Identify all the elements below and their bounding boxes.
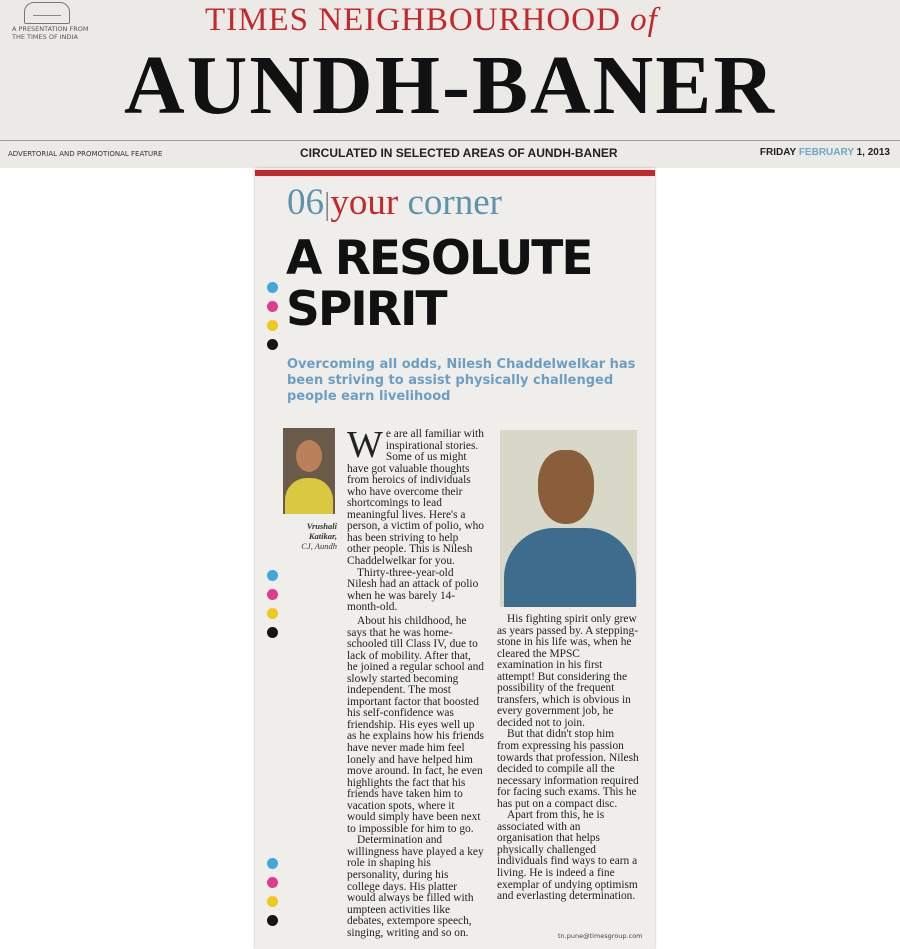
masthead-title: AUNDH-BANER [124, 39, 776, 132]
masthead [0, 0, 900, 168]
date-day: FRIDAY [759, 147, 797, 158]
paragraph: Thirty-three-year-old Nilesh had an attack of polio when he was barely 14-month-old. [347, 566, 479, 614]
times-of-india-presentation: A PRESENTATION FROM THE TIMES OF INDIA [12, 2, 92, 41]
date-rest: 1, 2013 [856, 147, 890, 158]
standfirst: Overcoming all odds, Nilesh Chaddelwelkar has been striving to assist physically challenged people earn livelihood [287, 357, 636, 404]
masthead-brand: TIMES NEIGHBOURHOOD [205, 2, 621, 38]
paragraph: About his childhood, he says that he was home-schooled till Class IV, due to lack of mobility. After that, he joined a regular school and slowly started becoming independent. The most important factor that boosted his self-confidence was friendship. His eyes well up as he explains how his friends have never made him feel lonely and have helped him move around. In fact, he even highlights the fact that his friends have taken him to vacation spots, where it would simply have been next to impossible for him to go. [347, 615, 484, 835]
date-month: FEBRUARY [798, 147, 854, 158]
registration-dots-middle [267, 570, 278, 646]
paragraph: Determination and willingness have played a key role in shaping his personality, during his college days. His platter would always be filled with umpteen activities like debates, extempore speech, singing, writing and so on. [347, 834, 484, 939]
headline: A RESOLUTE SPIRIT [286, 231, 592, 337]
contact-email: tn.pune@timesgroup.com [558, 932, 643, 940]
section-heading [287, 181, 502, 225]
dateline [760, 147, 890, 158]
paragraph: But that didn't stop him from expressing his passion towards that profession. Nilesh decided to compile all the necessary information required for facing such exams. This he has put on a compact disc. [497, 728, 639, 810]
section-top-bar [255, 170, 655, 176]
section-name-corner: corner [407, 182, 502, 223]
times-emblem-icon [24, 2, 70, 24]
circulation-note: CIRCULATED IN SELECTED AREAS OF AUNDH-BANER [300, 146, 618, 160]
byline-name: Vrushali Katikar, [306, 521, 337, 541]
advertorial-label: ADVERTORIAL AND PROMOTIONAL FEATURE [8, 150, 163, 158]
registration-dots-top [267, 282, 278, 358]
byline [277, 521, 337, 551]
author-photo [283, 428, 335, 514]
paragraph: His fighting spirit only grew as years passed by. A stepping-stone in his life was, when he cleared the MPSC examination in his first attempt! But considering the possibility of the frequent transfers, which is obvious in every government job, he decided not to join. [497, 613, 638, 729]
section-name-your: your [330, 182, 399, 223]
byline-location: CJ, Aundh [301, 541, 337, 551]
subject-photo [500, 430, 637, 607]
article-text-lower [347, 616, 484, 939]
masthead-title-line [205, 2, 658, 38]
article-clipping [255, 168, 655, 949]
drop-cap: W [347, 424, 383, 466]
paragraph: We are all familiar with inspirational stories. Some of us might have got valuable thoughts from heroics of individuals who have overcome their shortcomings to lead meaningful lives. Here's a person, a victim of polio, who has been striving to help other people. This is Nilesh Chaddelwelkar for you. [347, 424, 484, 568]
masthead-of: of [630, 2, 658, 38]
article-text-right [497, 614, 639, 903]
section-divider: | [324, 185, 331, 221]
page-number: 06 [287, 182, 324, 223]
registration-dots-bottom [267, 858, 278, 934]
masthead-rule [0, 140, 900, 141]
article-text-upper [347, 424, 484, 614]
paragraph: Apart from this, he is associated with an organisation that helps physically challenged individuals find ways to earn a living. He is indeed a fine exemplar of undying optimism and everlasting determination. [497, 809, 638, 903]
